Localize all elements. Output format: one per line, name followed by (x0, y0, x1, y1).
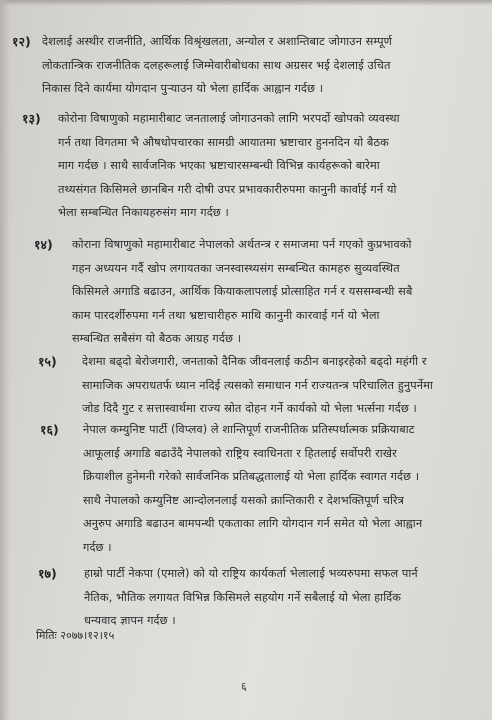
item-number-14: १४) (34, 237, 53, 252)
paragraph-item-16 (83, 418, 422, 560)
paragraph-line: गर्न तथा विगतमा भै औषधोपचारका सामग्री आयातमा भ्रष्टाचार हुननदिन यो बैठक (58, 135, 389, 149)
paragraph-line: लोकतान्त्रिक राजनीतिक दलहरूलाई जिम्मेवारीबोधका साथ अग्रसर भई देशलाई उचित (42, 58, 391, 72)
paragraph-line: निकास दिने कार्यमा योगदान पुर्‍याउन यो भेला हार्दिक आह्वान गर्दछ । (42, 82, 324, 96)
paragraph-line: किसिमले अगाडि बढाउन, आर्थिक कियाकलापलाई प्रोत्साहित गर्न र यससम्बन्धी सबै (72, 285, 413, 299)
item-number-16: १६) (40, 422, 59, 437)
paragraph-line: सामाजिक अपराधतर्फ ध्यान नदिई त्यसको समाधान गर्न राज्यतन्त्र परिचालित हुनुपर्नेमा (82, 378, 433, 392)
paragraph-item-17 (84, 562, 418, 633)
document-date: मितिः २०७७।१२।१५ (36, 629, 115, 642)
item-number-15: १५) (38, 354, 57, 369)
page-number: ६ (241, 680, 247, 693)
paragraph-line: कोरोना विषाणुको महामारीबाट जनतालाई जोगाउनको लागि भरपर्दो खोपको व्यवस्था (58, 112, 400, 125)
paragraph-line: नैतिक, भौतिक लगायत विभिन्न किसिमले सहयोग गर्ने सबैलाई यो भेला हार्दिक (84, 590, 402, 604)
paragraph-line: देशलाई अस्थीर राजनीति, आर्थिक विश्रृंखलता, अन्योल र अशान्तिबाट जोगाउन सम्पूर्ण (42, 35, 392, 48)
paragraph-item-12 (42, 30, 392, 101)
paragraph-line: भेला सम्बन्धित निकायहरुसंग माग गर्दछ । (58, 206, 229, 220)
page-shadow-left (0, 0, 10, 720)
paragraph-line: गहन अध्ययन गर्दै खोप लगायतका जनस्वास्थ्यसंग सम्बन्धित कामहरु सुव्यवस्थित (72, 261, 400, 275)
paragraph-line: आफूलाई अगाडि बढाउँदै नेपालको राष्ट्रिय स्वाधिनता र हितलाई सर्वोपरी राखेर (83, 446, 397, 460)
paragraph-line: धन्यवाद ज्ञापन गर्दछ । (84, 614, 176, 628)
paragraph-item-14 (72, 233, 412, 351)
item-number-12: १२) (12, 34, 31, 49)
paragraph-line: जोड दिदै गुट र सत्तास्वार्थमा राज्य स्रोत दोहन गर्ने कार्यको यो भेला भर्त्सना गर्दछ । (82, 402, 417, 416)
paragraph-line: तथ्यसंगत किसिमले छानबिन गरी दोषी उपर प्रभावकारीरुपमा कानुनी कार्वाई गर्न यो (58, 182, 397, 196)
paragraph-line: माग गर्दछ । साथै सार्वजनिक भएका भ्रष्टाचारसम्बन्धी विभिन्न कार्यहरूको बारेमा (58, 159, 380, 173)
paragraph-line: साथै नेपालको कम्युनिष्ट आन्दोलनलाई यसको क्रान्तिकारी र देशभक्तिपूर्ण चरित्र (83, 493, 404, 507)
item-number-17: १७) (38, 566, 57, 581)
page-shadow-top (0, 0, 492, 6)
paragraph-line: नेपाल कम्युनिष्ट पार्टी (विप्लव) ले शान्तिपूर्ण राजनीतिक प्रतिस्पर्धात्मक प्रक्रियाबाट (83, 423, 415, 436)
paragraph-line: गर्दछ । (83, 540, 112, 554)
paragraph-item-15 (82, 350, 433, 421)
item-number-13: १३) (22, 111, 41, 126)
paragraph-line: कोराना विषाणुको महामारीबाट नेपालको अर्थतन्त्र र समाजमा पर्न गएको कुप्रभावको (72, 238, 412, 251)
paragraph-line: हाम्रो पार्टी नेकपा (एमाले) को यो राष्ट्रिय कार्यकर्ता भेलालाई भव्यरुपमा सफल पार्न (84, 567, 418, 580)
paragraph-line: अनुरुप अगाडि बढाउन बामपन्थी एकताका लागि योगदान गर्न समेत यो भेला आह्वान (83, 517, 423, 531)
paragraph-line: काम पारदर्शीरुपमा गर्न तथा भ्रष्टाचारीहरु माथि कानुनी कारवाई गर्न यो भेला (72, 308, 380, 322)
paragraph-line: क्रियाशील हुनेमनी गरेको सार्वजनिक प्रतिबद्धतालाई यो भेला हार्दिक स्वागत गर्दछ । (83, 470, 420, 484)
paragraph-line: देशमा बढ्दो बेरोजगारी, जनताको दैनिक जीवनलाई कठीन बनाइरहेको बढ्दो महंगी र (82, 355, 427, 368)
paragraph-item-13 (58, 107, 400, 225)
paragraph-line: सम्बन्धित सबैसंग यो बैठक आग्रह गर्दछ । (72, 332, 242, 346)
